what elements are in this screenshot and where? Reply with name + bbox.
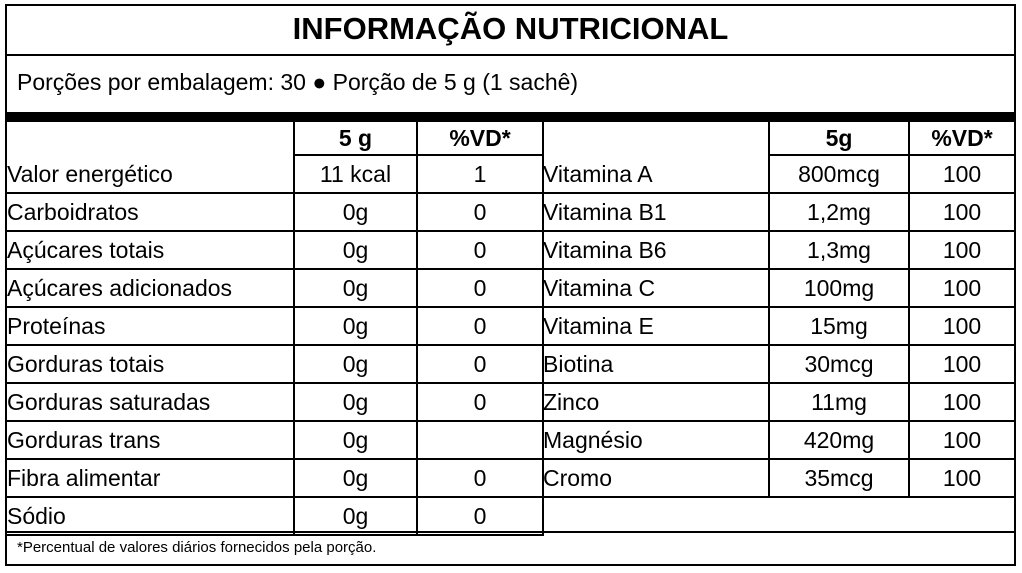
nutrition-facts-label (5, 4, 1016, 566)
nutrient-vd: 1 (417, 155, 543, 193)
vitamin-mineral-row (543, 459, 1014, 497)
nutrient-row (7, 269, 543, 307)
nutrient-name: Açúcares totais (7, 231, 294, 269)
nutrient-name: Magnésio (543, 421, 769, 459)
table-header-row (7, 122, 543, 155)
nutrient-row (7, 231, 543, 269)
nutrient-amount: 0g (294, 459, 417, 497)
table-header-row (543, 122, 1014, 155)
nutrient-amount: 100mg (769, 269, 909, 307)
nutrient-amount: 11 kcal (294, 155, 417, 193)
nutrient-amount: 800mcg (769, 155, 909, 193)
nutrient-amount: 0g (294, 421, 417, 459)
nutrient-amount: 1,2mg (769, 193, 909, 231)
nutrient-name: Açúcares adicionados (7, 269, 294, 307)
vitamin-mineral-row (543, 421, 1014, 459)
header-amount: 5g (769, 122, 909, 155)
nutrient-row (7, 307, 543, 345)
nutrient-row (7, 459, 543, 497)
nutrient-amount: 11mg (769, 383, 909, 421)
nutrient-vd: 0 (417, 231, 543, 269)
header-vd: %VD* (909, 122, 1014, 155)
vitamin-mineral-row (543, 307, 1014, 345)
nutrient-name: Sódio (7, 497, 294, 535)
nutrient-row (7, 345, 543, 383)
nutrient-vd: 0 (417, 193, 543, 231)
nutrient-vd: 100 (909, 307, 1014, 345)
nutrient-name: Zinco (543, 383, 769, 421)
nutrient-vd: 0 (417, 345, 543, 383)
nutrient-name: Valor energético (7, 155, 294, 193)
vitamin-mineral-row (543, 345, 1014, 383)
nutrient-vd: 0 (417, 459, 543, 497)
header-blank (7, 122, 294, 155)
label-title: INFORMAÇÃO NUTRICIONAL (7, 6, 1014, 56)
header-vd: %VD* (417, 122, 543, 155)
nutrient-vd: 100 (909, 155, 1014, 193)
nutrient-vd: 100 (909, 269, 1014, 307)
nutrient-name: Vitamina A (543, 155, 769, 193)
nutrient-name: Vitamina E (543, 307, 769, 345)
nutrient-amount: 0g (294, 383, 417, 421)
header-blank (543, 122, 769, 155)
macronutrients-table (7, 122, 544, 536)
nutrient-name: Biotina (543, 345, 769, 383)
header-amount: 5 g (294, 122, 417, 155)
nutrient-vd (417, 421, 543, 459)
vitamin-mineral-row (543, 231, 1014, 269)
nutrient-vd: 100 (909, 231, 1014, 269)
nutrient-amount: 0g (294, 497, 417, 535)
nutrient-amount: 15mg (769, 307, 909, 345)
nutrient-vd: 0 (417, 269, 543, 307)
vitamin-mineral-row (543, 193, 1014, 231)
nutrient-vd: 100 (909, 421, 1014, 459)
nutrient-name: Gorduras totais (7, 345, 294, 383)
nutrient-row (7, 155, 543, 193)
nutrient-name: Fibra alimentar (7, 459, 294, 497)
nutrient-amount: 30mcg (769, 345, 909, 383)
nutrient-amount: 0g (294, 231, 417, 269)
nutrient-amount: 420mg (769, 421, 909, 459)
nutrient-name: Vitamina B6 (543, 231, 769, 269)
nutrient-name: Cromo (543, 459, 769, 497)
thick-divider (7, 112, 1014, 122)
nutrient-amount: 35mcg (769, 459, 909, 497)
nutrient-vd: 0 (417, 497, 543, 535)
serving-info: Porções por embalagem: 30 ● Porção de 5 g (1 sachê) (17, 69, 579, 95)
nutrient-name: Vitamina C (543, 269, 769, 307)
nutrient-vd: 0 (417, 307, 543, 345)
vitamin-mineral-row (543, 155, 1014, 193)
footnote: *Percentual de valores diários fornecidos pela porção. (7, 531, 1014, 566)
nutrient-vd: 100 (909, 383, 1014, 421)
micronutrients-table (543, 122, 1014, 498)
nutrient-vd: 100 (909, 193, 1014, 231)
nutrient-amount: 0g (294, 307, 417, 345)
vitamin-mineral-row (543, 383, 1014, 421)
nutrient-name: Gorduras trans (7, 421, 294, 459)
nutrient-row (7, 193, 543, 231)
nutrient-name: Proteínas (7, 307, 294, 345)
nutrient-name: Carboidratos (7, 193, 294, 231)
nutrient-vd: 100 (909, 345, 1014, 383)
nutrient-name: Gorduras saturadas (7, 383, 294, 421)
nutrient-amount: 0g (294, 345, 417, 383)
nutrient-row (7, 421, 543, 459)
nutrient-amount: 0g (294, 269, 417, 307)
nutrient-row (7, 497, 543, 535)
nutrient-amount: 0g (294, 193, 417, 231)
nutrient-name: Vitamina B1 (543, 193, 769, 231)
nutrient-vd: 0 (417, 383, 543, 421)
nutrient-row (7, 383, 543, 421)
vitamin-mineral-row (543, 269, 1014, 307)
nutrient-vd: 100 (909, 459, 1014, 497)
nutrient-amount: 1,3mg (769, 231, 909, 269)
